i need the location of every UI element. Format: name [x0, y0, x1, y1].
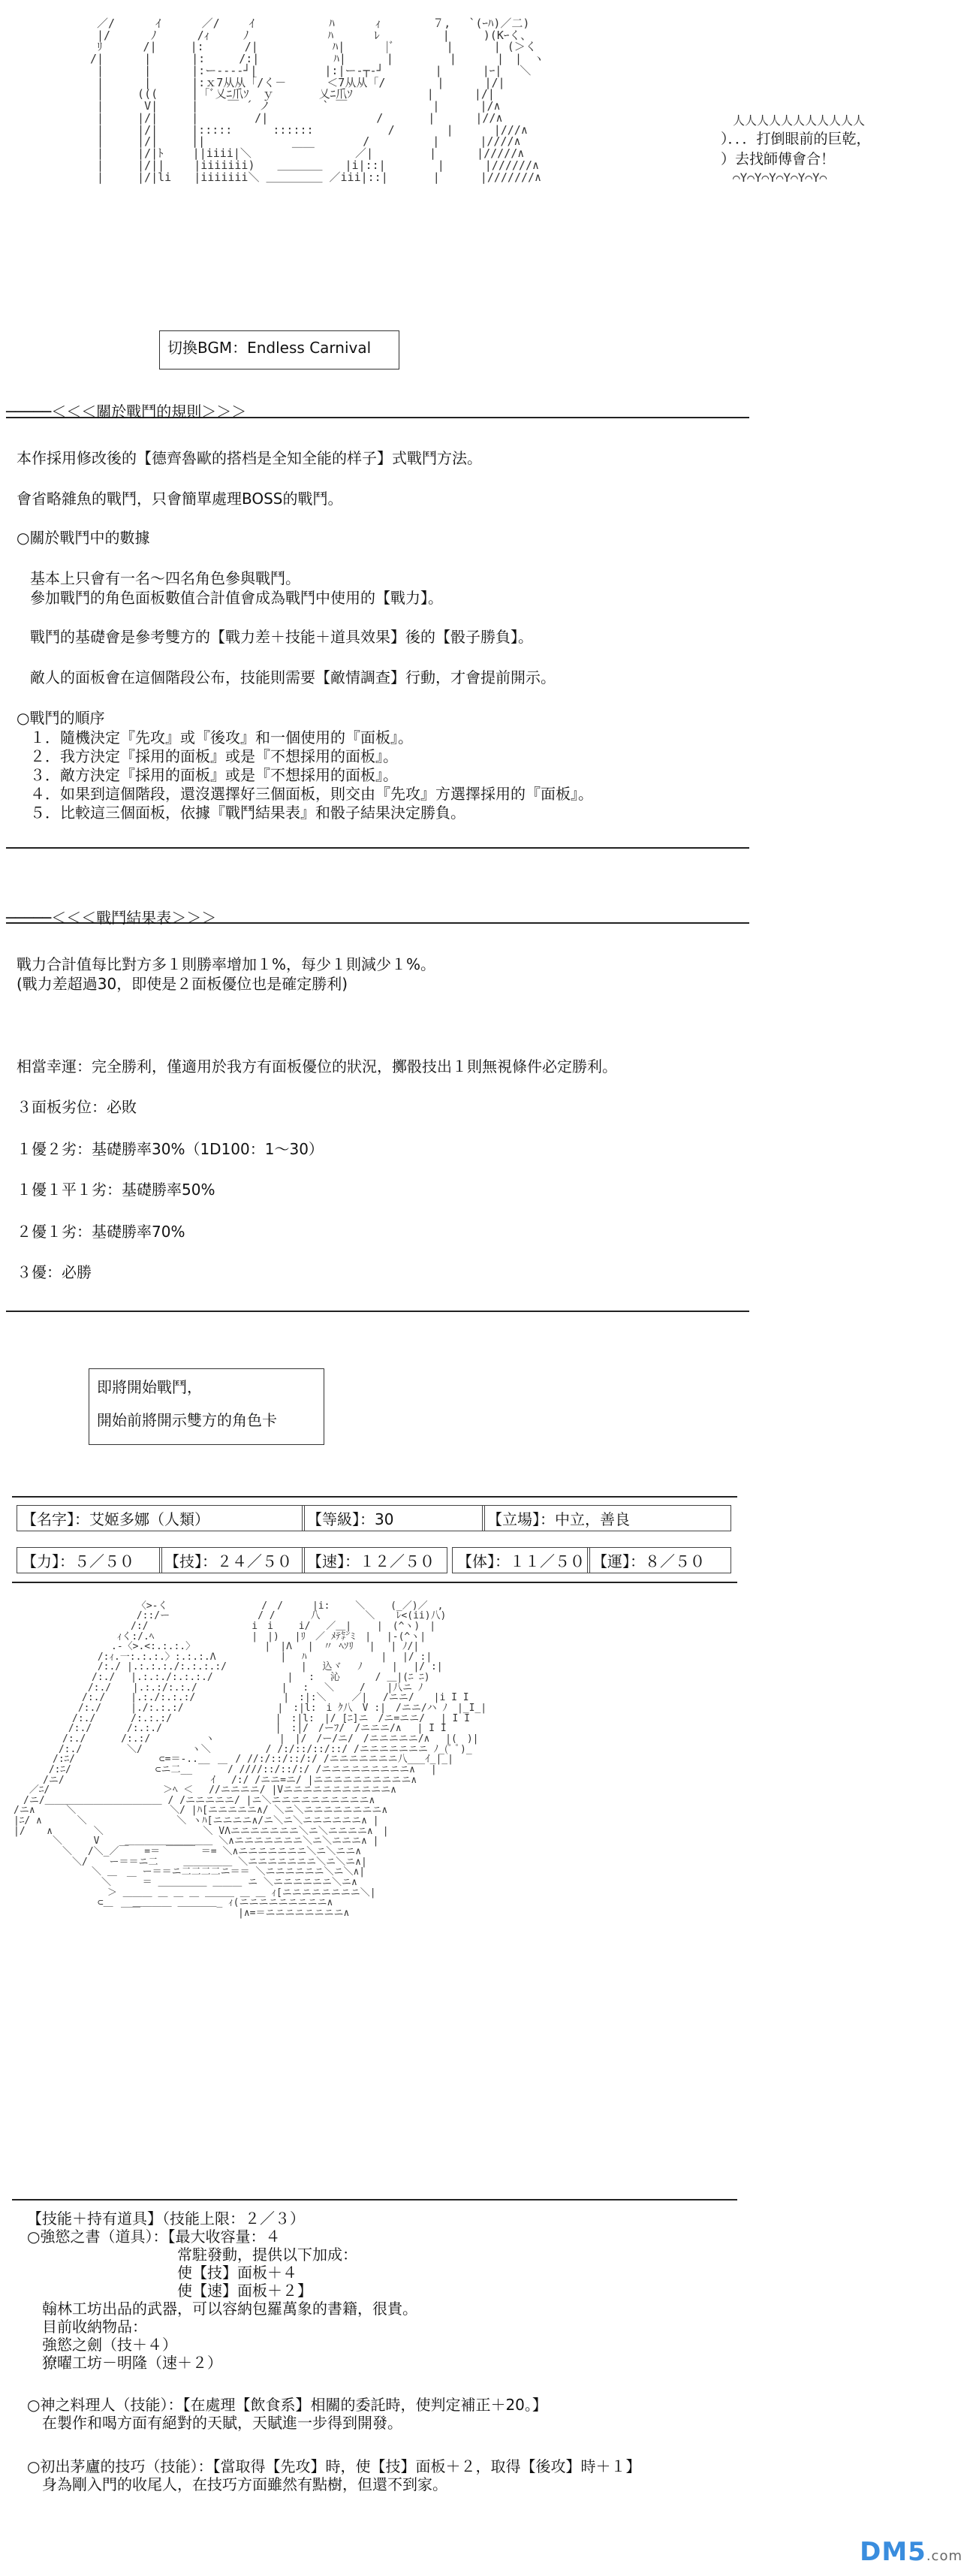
- speech-line-2: ）去找師傅會合！: [721, 150, 836, 167]
- card-stance: 【立場】：中立，善良: [482, 1505, 731, 1531]
- stat-luk: 【運】：８／５０: [587, 1547, 731, 1573]
- skills-line-5: 翰林工坊出品的武器，可以容納包羅萬象的書籍，很貴。: [27, 2300, 417, 2318]
- stat-tec: 【技】：２４／５０: [159, 1547, 305, 1573]
- rules-header: ─────＜＜＜關於戰鬥的規則＞＞＞: [6, 403, 247, 421]
- watermark-sub: .com: [926, 2548, 962, 2564]
- skills-line-13: ○初出茅廬的技巧（技能）：【當取得【先攻】時，使【技】面板＋２，取得【後攻】時＋１】: [27, 2457, 641, 2475]
- results-item-5: ３優：必勝: [17, 1263, 92, 1281]
- skills-line-8: 獠曜工坊－明隆（速＋２）: [27, 2354, 222, 2372]
- battle-box-line-2: 開始前將開示雙方的角色卡: [97, 1411, 277, 1429]
- rules-intro: 本作採用修改後的【德齊魯歐的搭档是全知全能的样子】式戰鬥方法。: [17, 449, 482, 467]
- speech-bubble: [721, 113, 946, 186]
- speech-line-1: ）．．．打倒眼前的巨乾，: [721, 131, 871, 148]
- results-item-4: ２優１劣：基礎勝率70%: [17, 1223, 185, 1241]
- skills-line-10: ○神之料理人（技能）：【在處理【飲食系】相關的委託時，使判定補正＋20。】: [27, 2396, 547, 2414]
- battle-box-line-1: 即將開始戰鬥，: [97, 1378, 202, 1396]
- bgm-box: [159, 330, 399, 370]
- results-line-1: 戰力合計值每比對方多１則勝率增加１%，每少１則減少１%。: [17, 955, 436, 973]
- order-line-4: ４．如果到這個階段，還沒選擇好三個面板，則交由『先攻』方選擇採用的『面板』。: [30, 785, 593, 803]
- results-line-2: (戰力差超過30，即使是２面板優位也是確定勝利): [17, 975, 348, 993]
- card-level: 【等級】：30: [302, 1505, 485, 1531]
- divider-card-stats: [12, 1582, 737, 1583]
- stat-con: 【体】：１１／５０: [452, 1547, 590, 1573]
- divider-skills-top: [12, 2199, 737, 2200]
- skills-line-4: 使【速】面板＋２】: [27, 2282, 312, 2300]
- card-name: 【名字】：艾姬多娜（人類）: [17, 1505, 305, 1531]
- order-line-5: ５．比較這三個面板，依據『戰鬥結果表』和骰子結果決定勝負。: [30, 804, 465, 822]
- character-ascii-art-top: ／/ ｲ ／/ ｲ ﾊ ｨ ７, `(ｰﾊ)／二) |/ ﾉ /ｨ ﾉ ﾊ ﾚ | )(Kｰく、 ﾘ /| |: /| ﾊ| |ﾞ | | (＞く /| | |: /:| ﾊ| | | | | ヽ | | |:ー--‐‐┘| |:|ー‐┬‐┘ | |ｰ| ＼ | | |:ｘ7从从「/く－ ＜7从从「/ | |/| | ((( |「ﾞ乂ﾆ爪ｿ ｙ 乂ﾆ爪ｿ | |/| | V| | ￣ ´ ノ ` ￣ | |/∧ | |/| | /| / | |//∧ | |/| |::::: :::::: / | |///∧ | |/| || / | |////∧ | |/|ﾄ ||iiii|＼ ￣￣ ／| | |/////∧ | |/|| |iiiiiii) ＿＿＿＿ |i|::| | |//////∧ | |/|li |iiiiiii＼ ＿＿＿＿＿ ／iii|::| | |///////∧: [90, 16, 545, 184]
- skills-line-3: 使【技】面板＋４: [27, 2264, 297, 2282]
- watermark-text: DM5: [860, 2537, 926, 2567]
- order-line-1: １．隨機決定『先攻』或『後攻』和一個使用的『面板』。: [30, 728, 413, 747]
- numbers-line-1: 基本上只會有一名～四名角色參與戰鬥。: [30, 569, 300, 587]
- speech-bubble-top: 人人人人人人人人人人人: [721, 113, 866, 128]
- skills-line-6: 目前收納物品：: [27, 2318, 147, 2336]
- divider-card-top: [12, 1496, 737, 1498]
- speech-bubble-bottom: ⌒Y⌒Y⌒Y⌒Y⌒Y⌒Y⌒: [721, 170, 827, 185]
- order-title: ○戰鬥的順序: [17, 709, 105, 727]
- results-line-3: 相當幸運：完全勝利，僅適用於我方有面板優位的狀況，擲骰技出１則無視條件必定勝利。: [17, 1057, 617, 1075]
- results-item-2: １優２劣：基礎勝率30%（1D100：1～30）: [17, 1140, 324, 1158]
- battle-start-box: [89, 1368, 324, 1445]
- results-header: ─────＜＜＜戰鬥結果表＞＞＞: [6, 909, 217, 927]
- skills-title: 【技能＋持有道具】（技能上限：２／３）: [27, 2210, 305, 2228]
- results-item-3: １優１平１劣：基礎勝率50%: [17, 1181, 215, 1199]
- divider-rules-bottom: [6, 847, 749, 849]
- skills-line-11: 在製作和喝方面有絕對的天賦，天賦進一步得到開發。: [27, 2414, 402, 2432]
- stat-spd: 【速】：１２／５０: [302, 1547, 447, 1573]
- character-ascii-art-card: 〈>-く / / |i: ＼ (_／)／ , /::/ー / / 八 ＼ ﾚ<(ii)八) /:/ i i i/ ／＿| | (^ヽ) | ｨく:/.ﾍ | |) |ﾘ ／ ﾒﾃ㌢ﾐ | |‐(^ヽ| .‐〈>.<:.:.:.〉 | |Λ | 〃 ﾍｿﾘ | | ﾉ/| /:ｨ.一:.:.:.〉:.:.:.Λ | ﾊ | |/ :| /:./ |.:.:.:./:.:.:.:/ | 込ヾ ﾉ | |/ :| /:./ |.:.:./:.:.:./ | : 沁 / ＿|(ﾆ ﾆ) /:./ |.:.:/:.:./ | : ＼ / |八ニ ﾉ /:./ |.:./:.:.:/ | :|:＼ ／| /ニニ/ |i I I /:./ |./:.:.:/ | :|l: i ｸ八 V :| /ニニ/ハ ﾉ |_I_| /:./ /:.:.:/ | :|l: |/ [ﾆ]ニ /ニ=ニニ/ | I I /:./ /:.:./ | :|/ /ーﾌ/ /ニニニ/∧ | I I /:./ /:.:/ ヽ | |/ /ー/ニ/ /ニニニニニ/∧ |( )| /:./ ＼/ ヽ＼ / /:/::/::/::/ /ニニニニニニニ ﾉ_(ﾟ ﾟ)_ /:ﾆ/ ⊂=＝-..__ / //:/::/::/:/ /ニニニニニニニ八___ｲ_|_| /:ﾆ/ ⊂ニ二__ ￣/ ////::/::/:/ /ニニニニニニニニニ∧ | /ニ/ ｲ /:/ /ニニ=ニ/ |ニニニニニニニニニニ∧ ／ﾆ/ ＞ﾍ ＜ //ニニニニ/ |Vニニニニニニニニニニニ∧ /ニ/＿＿＿＿＿＿＿＿＿＿＿＿ / /ニニニニニ/ |ニ＼ニニニニニニニニニニ∧ /ニ∧ ＼ ＼/ |ﾊ[ニニニニニ∧/ ＼ニ＼ニニニニニニニニ∧ |ﾆ/ ∧ ＼ ＼ ヽﾊ[ニニニニ∧/ニ＼ニ＼ニニニニニニ∧ | |/ ∧ ＼ ＼ VΛニニニニニニニ＼ニ＼ニニニニ∧ | ＼ V ＿＿＿＿＿＿＿＿＿ ＼∧ニニニニニニニ＼ニ＼ニニニ∧ | ＼ /＼_／￣ =＝ ￣￣￣ ＝= ＼∧ニニニニニニニ＼ニ＼ニニ∧ ＼/ ー＝＝ニ二 ＿＿＿＿＿ ＼ニニニニニニニ＼ニ＼ニ∧| ＼ ＿ ー＝＝ニ二二二二ニ＝＝ ＼ニニニニニニ＼ニ＼∧| ＼ ￣ ＝ ＿＿＿＿＿ ＿＿＿ ニ ＼ニニニニニニ＼ニ∧ ＞ ＿＿＿ ＿ ＿ ＿ ＿＿＿ ＿ ＿ ｨ[ニニニニニニニニ＼| ⊂＿ ＿＿＿＿ ＿＿＿＿_ ｨ(ニニニニニニニニニ∧ ￣￣ |∧=＝ニニニニニニニニ∧: [14, 1600, 487, 1919]
- watermark-logo: [860, 2537, 962, 2567]
- numbers-title: ○關於戰鬥中的數據: [17, 529, 150, 547]
- order-line-2: ２．我方決定『採用的面板』或是『不想採用的面板』。: [30, 747, 398, 765]
- skills-line-1: ○強慾之書（道具）：【最大收容量：４: [27, 2228, 281, 2246]
- bgm-label: 切換BGM：Endless Carnival: [167, 339, 372, 357]
- results-item-1: ３面板劣位：必敗: [17, 1098, 137, 1116]
- numbers-line-4: 敵人的面板會在這個階段公布，技能則需要【敵情調查】行動，才會提前開示。: [30, 668, 556, 686]
- divider-results-bottom: [6, 1311, 749, 1312]
- numbers-line-3: 戰鬥的基礎會是參考雙方的【戰力差＋技能＋道具效果】後的【骰子勝負】。: [30, 628, 533, 646]
- skills-line-2: 常駐發動，提供以下加成：: [27, 2246, 357, 2264]
- numbers-line-2: 參加戰鬥的角色面板數值合計值會成為戰鬥中使用的【戰力】。: [30, 589, 443, 607]
- skills-line-7: 強慾之劍（技＋４）: [27, 2336, 177, 2354]
- rules-intro-2: 會省略雜魚的戰鬥，只會簡單處理BOSS的戰鬥。: [17, 490, 343, 508]
- skills-line-14: 身為剛入門的收尾人，在技巧方面雖然有點樹，但還不到家。: [27, 2475, 447, 2493]
- order-line-3: ３．敵方決定『採用的面板』或是『不想採用的面板』。: [30, 766, 398, 784]
- stat-str: 【力】：５／５０: [17, 1547, 162, 1573]
